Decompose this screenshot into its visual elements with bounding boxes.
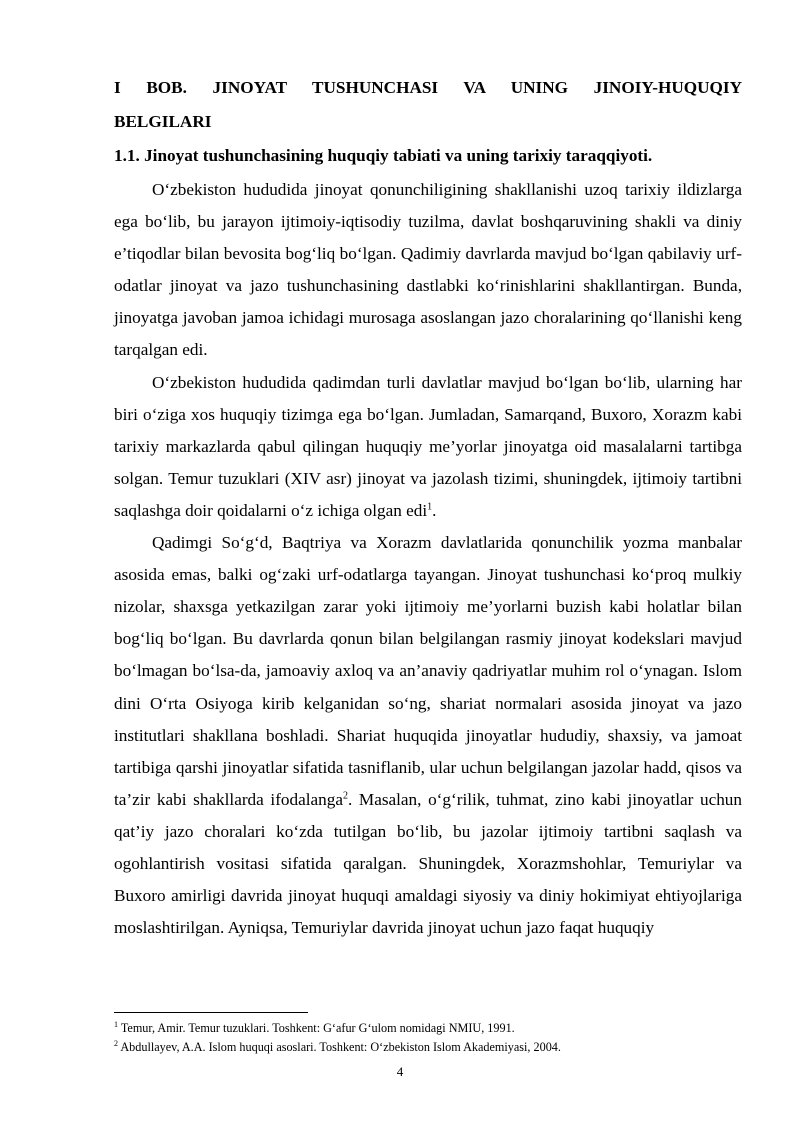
paragraph-text-continued: . Masalan, o‘g‘rilik, tuhmat, zino kabi jinoyatlar uchun qat’iy jazo choralari ko‘zda tutilgan bo‘lib, bu jazolar ijtimoiy tartibni saqlash va ogohlantirish vositasi sifatida qaralgan. Shuningdek, Xorazmshohlar, Temuriylar va Buxoro amirligi davrida jinoyat huquqi amaldagi siyosiy va diniy hokimiyat ehtiyojlariga moslashtirilgan. Ayniqsa, Temuriylar davrida jinoyat uchun jazo faqat huquqiy — [114, 789, 742, 938]
section-heading: 1.1. Jinoyat tushunchasining huquqiy tabiati va uning tarixiy taraqqiyoti. — [114, 146, 653, 165]
chapter-heading-line-2: BELGILARI — [114, 112, 212, 131]
footnote — [114, 1019, 742, 1038]
footnote-text: Abdullayev, A.A. Islom huquqi asoslari. Toshkent: O‘zbekiston Islom Akademiyasi, 2004. — [118, 1040, 561, 1054]
footnote — [114, 1038, 742, 1057]
chapter-heading — [114, 71, 742, 139]
page-number: 4 — [396, 1064, 404, 1079]
paragraph — [114, 367, 742, 527]
footnote-reference[interactable]: 2 — [342, 790, 348, 802]
paragraph-text: Qadimgi So‘g‘d, Baqtriya va Xorazm davlatlarida qonunchilik yozma manbalar asosida emas, balki og‘zaki urf-odatlarga tayangan. Jinoyat tushunchasi ko‘proq mulkiy nizolar, shaxsga yetkazilgan zarar yoki ijtimoiy me’yorlarni buzish kabi holatlar bilan bog‘liq bo‘lgan. Bu davrlarda qonun bilan belgilangan rasmiy jinoyat kodekslari mavjud bo‘lmagan bo‘lsa-da, jamoaviy axloq va an’anaviy qadriyatlar muhim rol o‘ynagan. Islom dini O‘rta Osiyoga kirib kelganidan so‘ng, shariat normalari asosida jinoyat va jazo institutlari shakllana boshladi. Shariat huquqida jinoyatlar hududiy, shaxsiy, va jamoat tartibiga qarshi jinoyatlar sifatida tasniflanib, ular uchun belgilangan jazolar hadd, qisos va ta’zir kabi shakllarda ifodalanga — [114, 533, 742, 809]
footnote-number: 2 — [114, 1038, 118, 1048]
paragraph — [114, 527, 742, 944]
paragraph-text: O‘zbekiston hududida qadimdan turli davlatlar mavjud bo‘lgan bo‘lib, ularning har biri o‘ziga xos huquqiy tizimga ega bo‘lgan. Jumladan, Samarqand, Buxoro, Xorazm kabi tarixiy markazlarda qabul qilingan huquqiy me’yorlar jinoyatga oid masalalarni tartibga solgan. Temur tuzuklari (XIV asr) jinoyat va jazolash tizimi, shuningdek, ijtimoiy tartibni saqlashga doir qoidalarni o‘z ichiga olgan edi — [114, 372, 742, 520]
paragraph-text: O‘zbekiston hududida jinoyat qonunchiligining shakllanishi uzoq tarixiy ildizlarga ega bo‘lib, bu jarayon ijtimoiy-iqtisodiy tuzilma, davlat boshqaruvining shakli va diniy e’tiqodlar bilan bevosita bog‘liq bo‘lgan. Qadimiy davrlarda mavjud bo‘lgan qabilaviy urf-odatlar jinoyat va jazo tushunchasining dastlabki ko‘rinishlarini shakllantirgan. Bunda, jinoyatga javoban jamoa ichidagi murosaga asoslangan jazo choralarining qo‘llanishi keng tarqalgan edi. — [114, 180, 742, 360]
paragraph — [114, 174, 742, 367]
chapter-heading-line-1: I BOB. JINOYAT TUSHUNCHASI VA UNING JINOIY-HUQUQIY — [114, 78, 742, 97]
footnote-reference[interactable]: 1 — [427, 501, 433, 513]
footnote-separator — [114, 1012, 308, 1013]
page-body — [114, 71, 742, 944]
footnotes — [114, 1019, 742, 1057]
footnote-text: Temur, Amir. Temur tuzuklari. Toshkent: G‘afur G‘ulom nomidagi NMIU, 1991. — [118, 1021, 515, 1035]
footnote-number: 1 — [114, 1019, 118, 1029]
paragraph-text-continued: . — [432, 500, 437, 520]
